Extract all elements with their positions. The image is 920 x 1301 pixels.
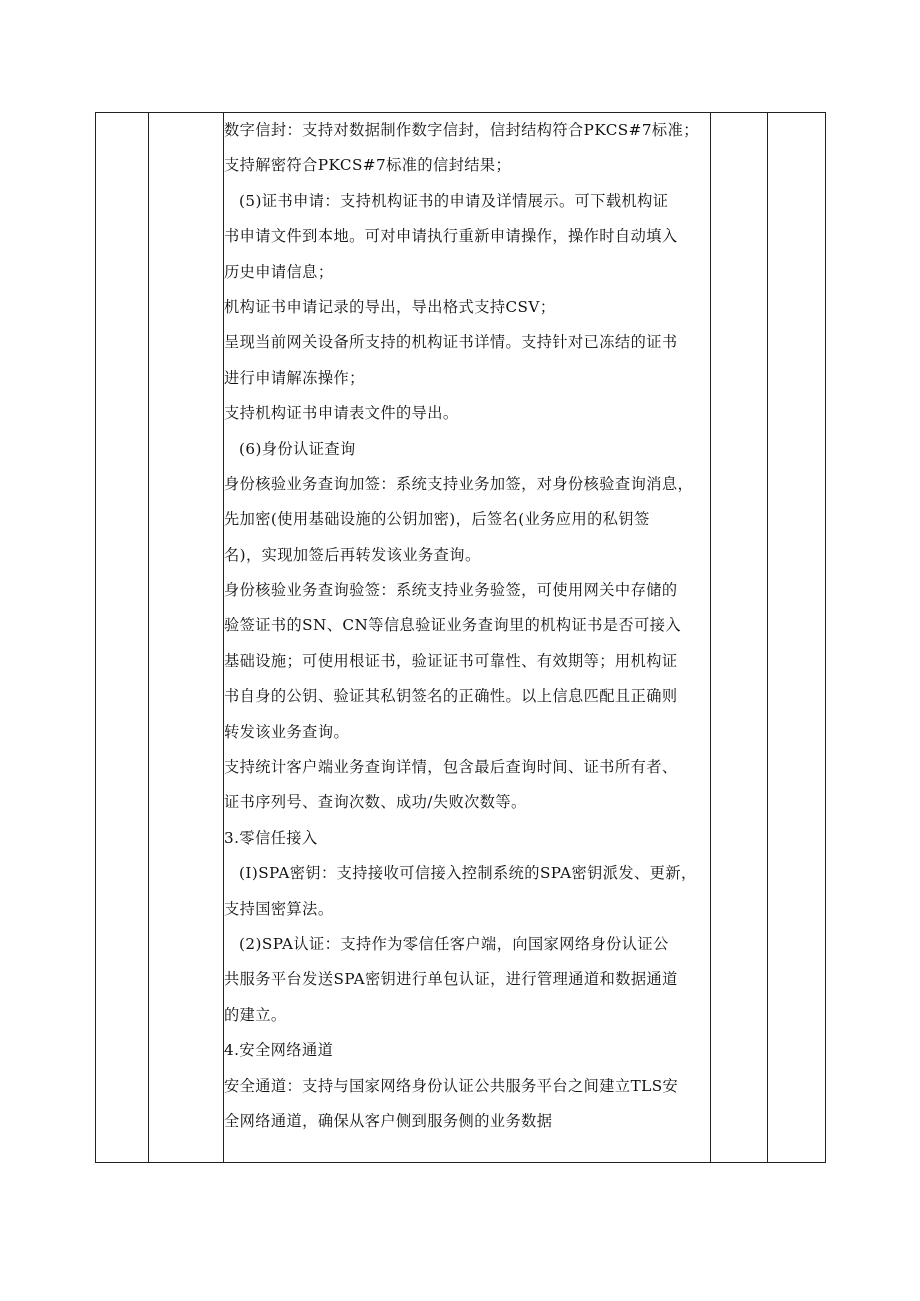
spec-table — [95, 112, 826, 1163]
text-line: 数字信封：支持对数据制作数字信封，信封结构符合PKCS#7标准； — [224, 121, 699, 139]
remark-cell — [768, 113, 826, 1163]
text-line: 验签证书的SN、CN等信息验证业务查询里的机构证书是否可接入 — [224, 616, 681, 635]
requirement-content-cell — [224, 113, 711, 1163]
quantity-cell — [711, 113, 768, 1163]
text-line: 名)，实现加签后再转发该业务查询。 — [224, 545, 481, 564]
table-row — [96, 113, 826, 1163]
text-line: 身份核验业务查询加签：系统支持业务加签，对身份核验查询消息， — [224, 474, 694, 493]
index-cell — [96, 113, 149, 1163]
text-line: (2)SPA认证：支持作为零信任客户端，向国家网络身份认证公 — [239, 934, 669, 953]
item-name-cell — [149, 113, 224, 1163]
text-line: 的建立。 — [224, 1005, 287, 1024]
text-line: 共服务平台发送SPA密钥进行单包认证，进行管理通道和数据通道 — [224, 970, 678, 989]
text-line: 支持解密符合PKCS#7标准的信封结果； — [224, 156, 512, 175]
text-line: 支持统计客户端业务查询详情，包含最后查询时间、证书所有者、 — [224, 758, 678, 777]
text-line: 安全通道：支持与国家网络身份认证公共服务平台之间建立TLS安 — [224, 1076, 679, 1095]
text-line: 支持国密算法。 — [224, 899, 334, 918]
text-line: 进行申请解冻操作； — [224, 368, 365, 387]
text-line: 全网络通道，确保从客户侧到服务侧的业务数据 — [224, 1111, 553, 1130]
text-line: (5)证书申请：支持机构证书的申请及详情展示。可下载机构证 — [239, 191, 669, 210]
text-line: 书自身的公钥、验证其私钥签名的正确性。以上信息匹配且正确则 — [224, 687, 678, 706]
text-line: 先加密(使用基础设施的公钥加密)，后签名(业务应用的私钥签 — [224, 510, 650, 529]
text-line: 转发该业务查询。 — [224, 722, 350, 741]
text-line: 4.安全网络通道 — [224, 1041, 334, 1060]
requirement-text — [224, 113, 710, 1139]
text-line: 书申请文件到本地。可对申请执行重新申请操作，操作时自动填入 — [224, 227, 678, 246]
text-line: 基础设施；可使用根证书，验证证书可靠性、有效期等；用机构证 — [224, 651, 678, 670]
text-line: 呈现当前网关设备所支持的机构证书详情。支持针对已冻结的证书 — [224, 333, 678, 352]
text-line: 支持机构证书申请表文件的导出。 — [224, 404, 459, 423]
text-line: 3.零信任接入 — [224, 828, 318, 847]
text-line: 证书序列号、查询次数、成功/失败次数等。 — [224, 793, 527, 812]
text-line: 机构证书申请记录的导出，导出格式支持CSV； — [224, 297, 556, 316]
text-line: (6)身份认证查询 — [239, 439, 356, 458]
text-line: 历史申请信息； — [224, 262, 334, 281]
text-line: (I)SPA密钥：支持接收可信接入控制系统的SPA密钥派发、更新， — [239, 864, 697, 883]
text-line: 身份核验业务查询验签：系统支持业务验签，可使用网关中存储的 — [224, 581, 678, 600]
